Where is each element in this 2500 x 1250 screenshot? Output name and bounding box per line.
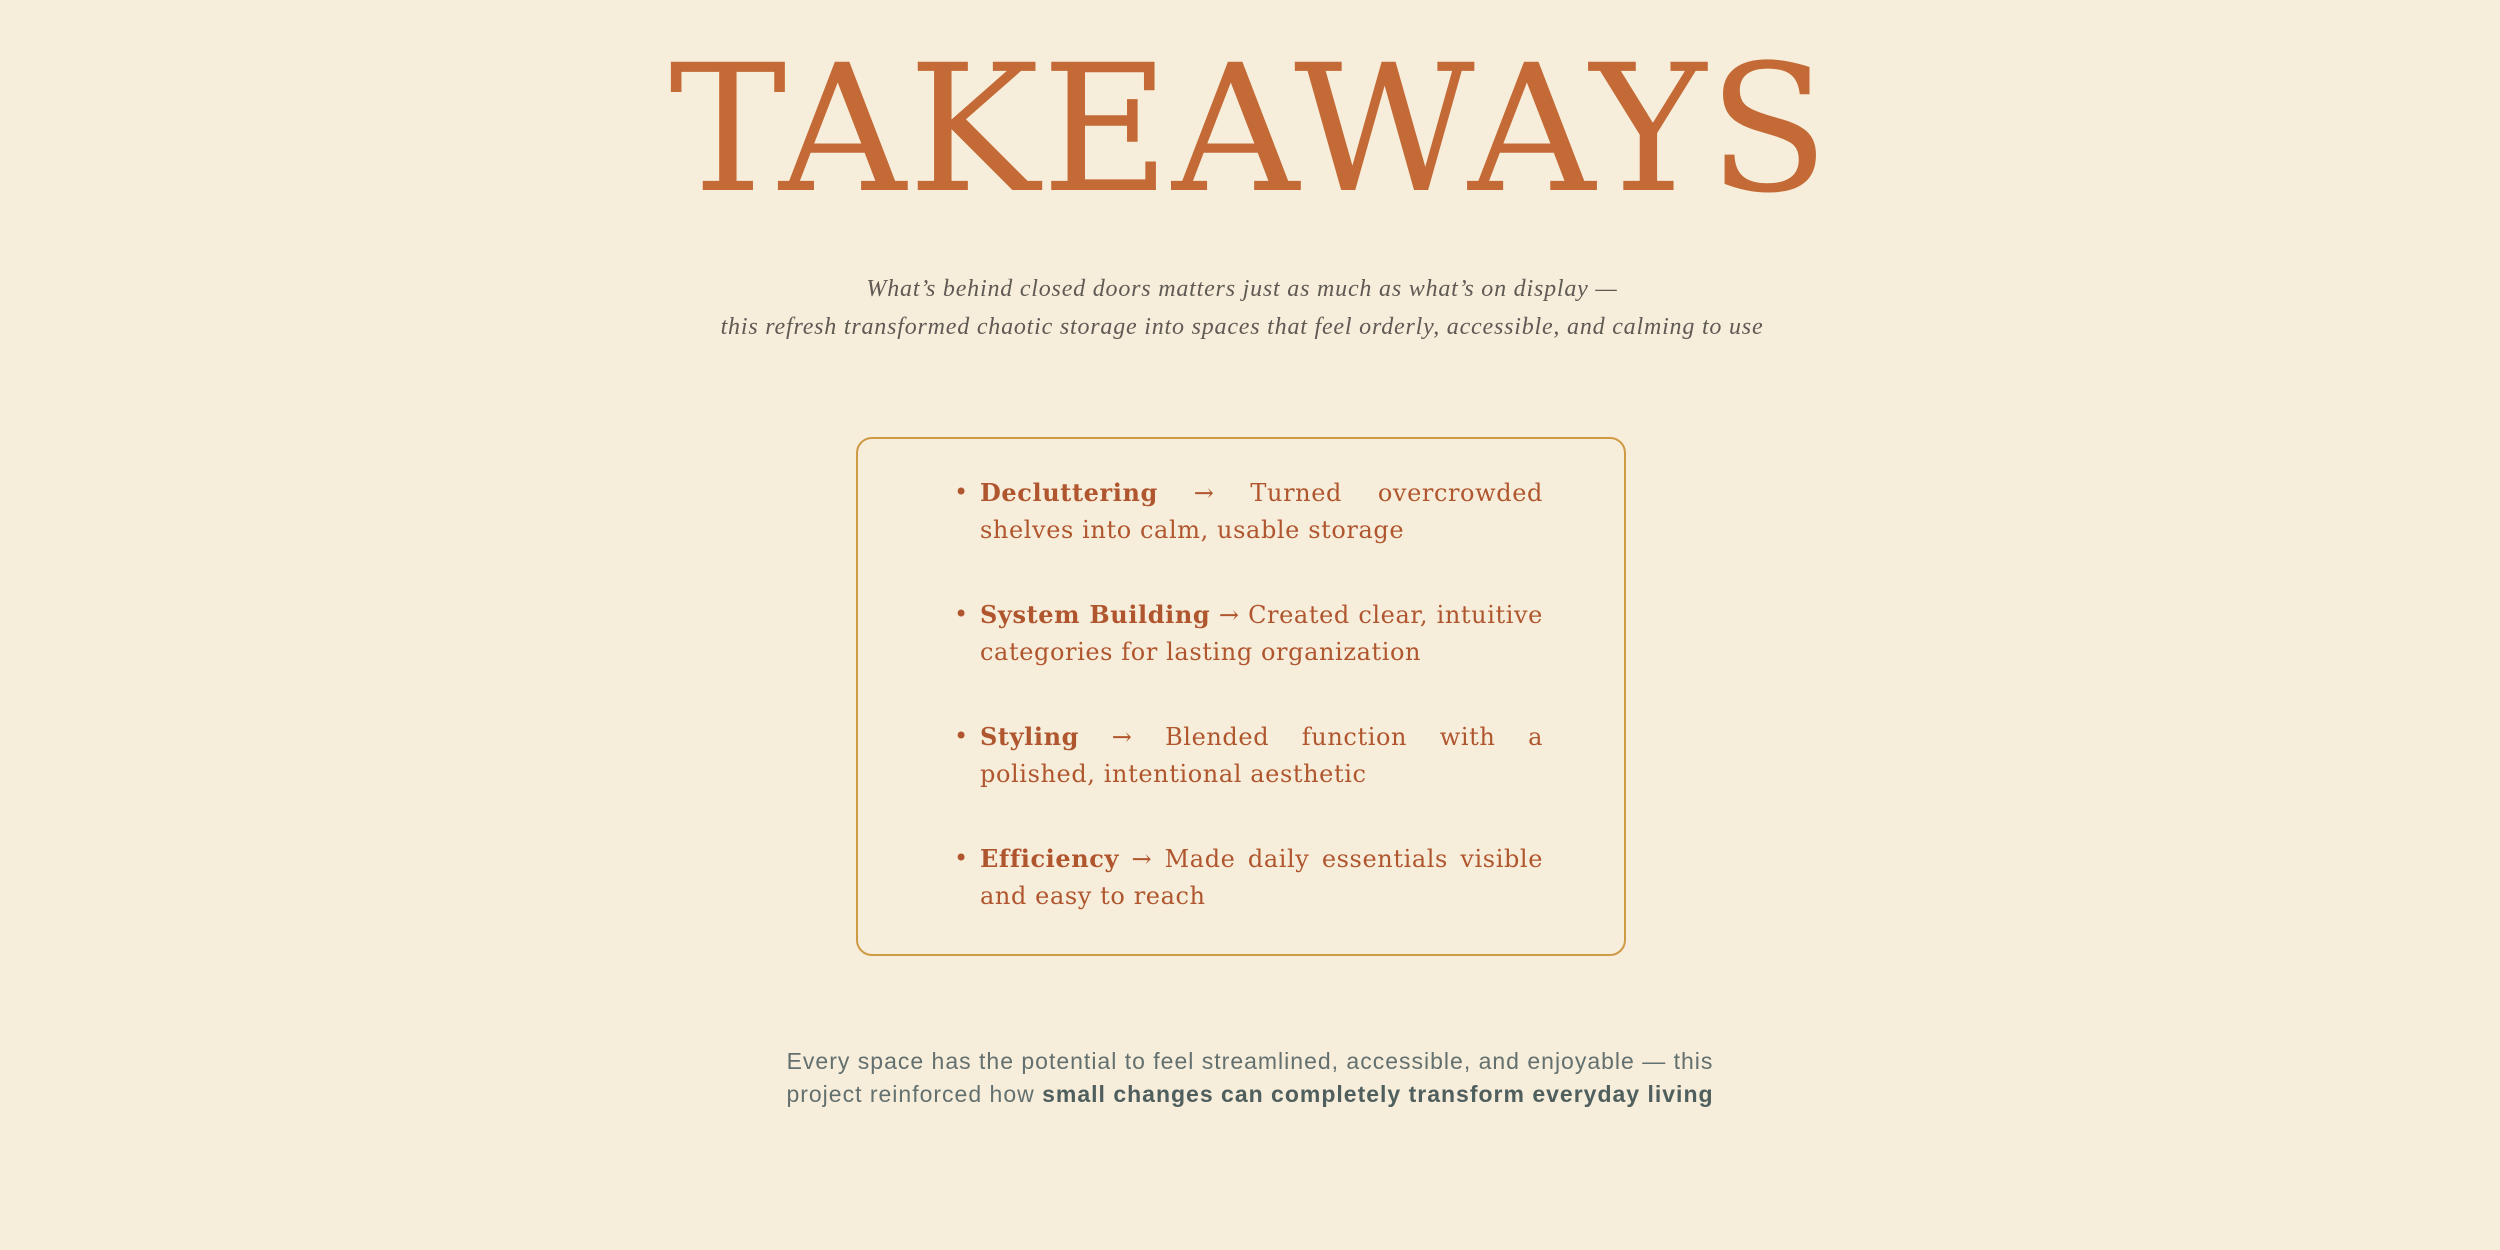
- arrow-icon: →: [1218, 601, 1240, 629]
- bullet-icon: •: [954, 844, 969, 872]
- takeaway-term: Decluttering: [980, 478, 1158, 507]
- closing-line-1: Every space has the potential to feel streamlined, accessible, and enjoyable — this: [786, 1048, 1714, 1074]
- arrow-icon: →: [1111, 723, 1133, 751]
- subtitle: [0, 270, 2484, 346]
- closing-line-2-prefix: project reinforced how: [786, 1081, 1043, 1107]
- arrow-icon: →: [1131, 845, 1153, 873]
- closing-emphasis: small changes can completely transform everyday living: [1042, 1081, 1714, 1107]
- arrow-icon: →: [1193, 479, 1215, 507]
- takeaway-text: Created clear, intuitive categories for lasting organization: [980, 601, 1543, 666]
- bullet-icon: •: [954, 722, 969, 750]
- takeaway-item-efficiency: [954, 840, 1544, 915]
- closing-statement: [0, 1045, 2500, 1111]
- bullet-icon: •: [954, 478, 969, 506]
- takeaway-item-system-building: [954, 596, 1543, 671]
- subtitle-line-2: this refresh transformed chaotic storage into spaces that feel orderly, accessible, and calming to use: [720, 314, 1764, 340]
- takeaway-term: System Building: [980, 600, 1211, 629]
- takeaway-term: Efficiency: [980, 844, 1120, 873]
- takeaway-text: Made daily essentials visible and easy to reach: [980, 845, 1544, 910]
- takeaway-item-decluttering: [954, 474, 1543, 549]
- subtitle-line-1: What’s behind closed doors matters just as much as what’s on display —: [866, 276, 1618, 302]
- takeaway-text: Turned overcrowded shelves into calm, usable storage: [980, 479, 1543, 544]
- takeaway-item-styling: [954, 718, 1544, 793]
- bullet-icon: •: [954, 600, 969, 628]
- takeaway-term: Styling: [980, 722, 1080, 751]
- takeaways-list: [954, 474, 1544, 915]
- page-title: TAKEAWAYS: [669, 27, 1831, 232]
- takeaway-text: Blended function with a polished, intentional aesthetic: [980, 723, 1544, 788]
- closing-line-2: [0, 1078, 2500, 1111]
